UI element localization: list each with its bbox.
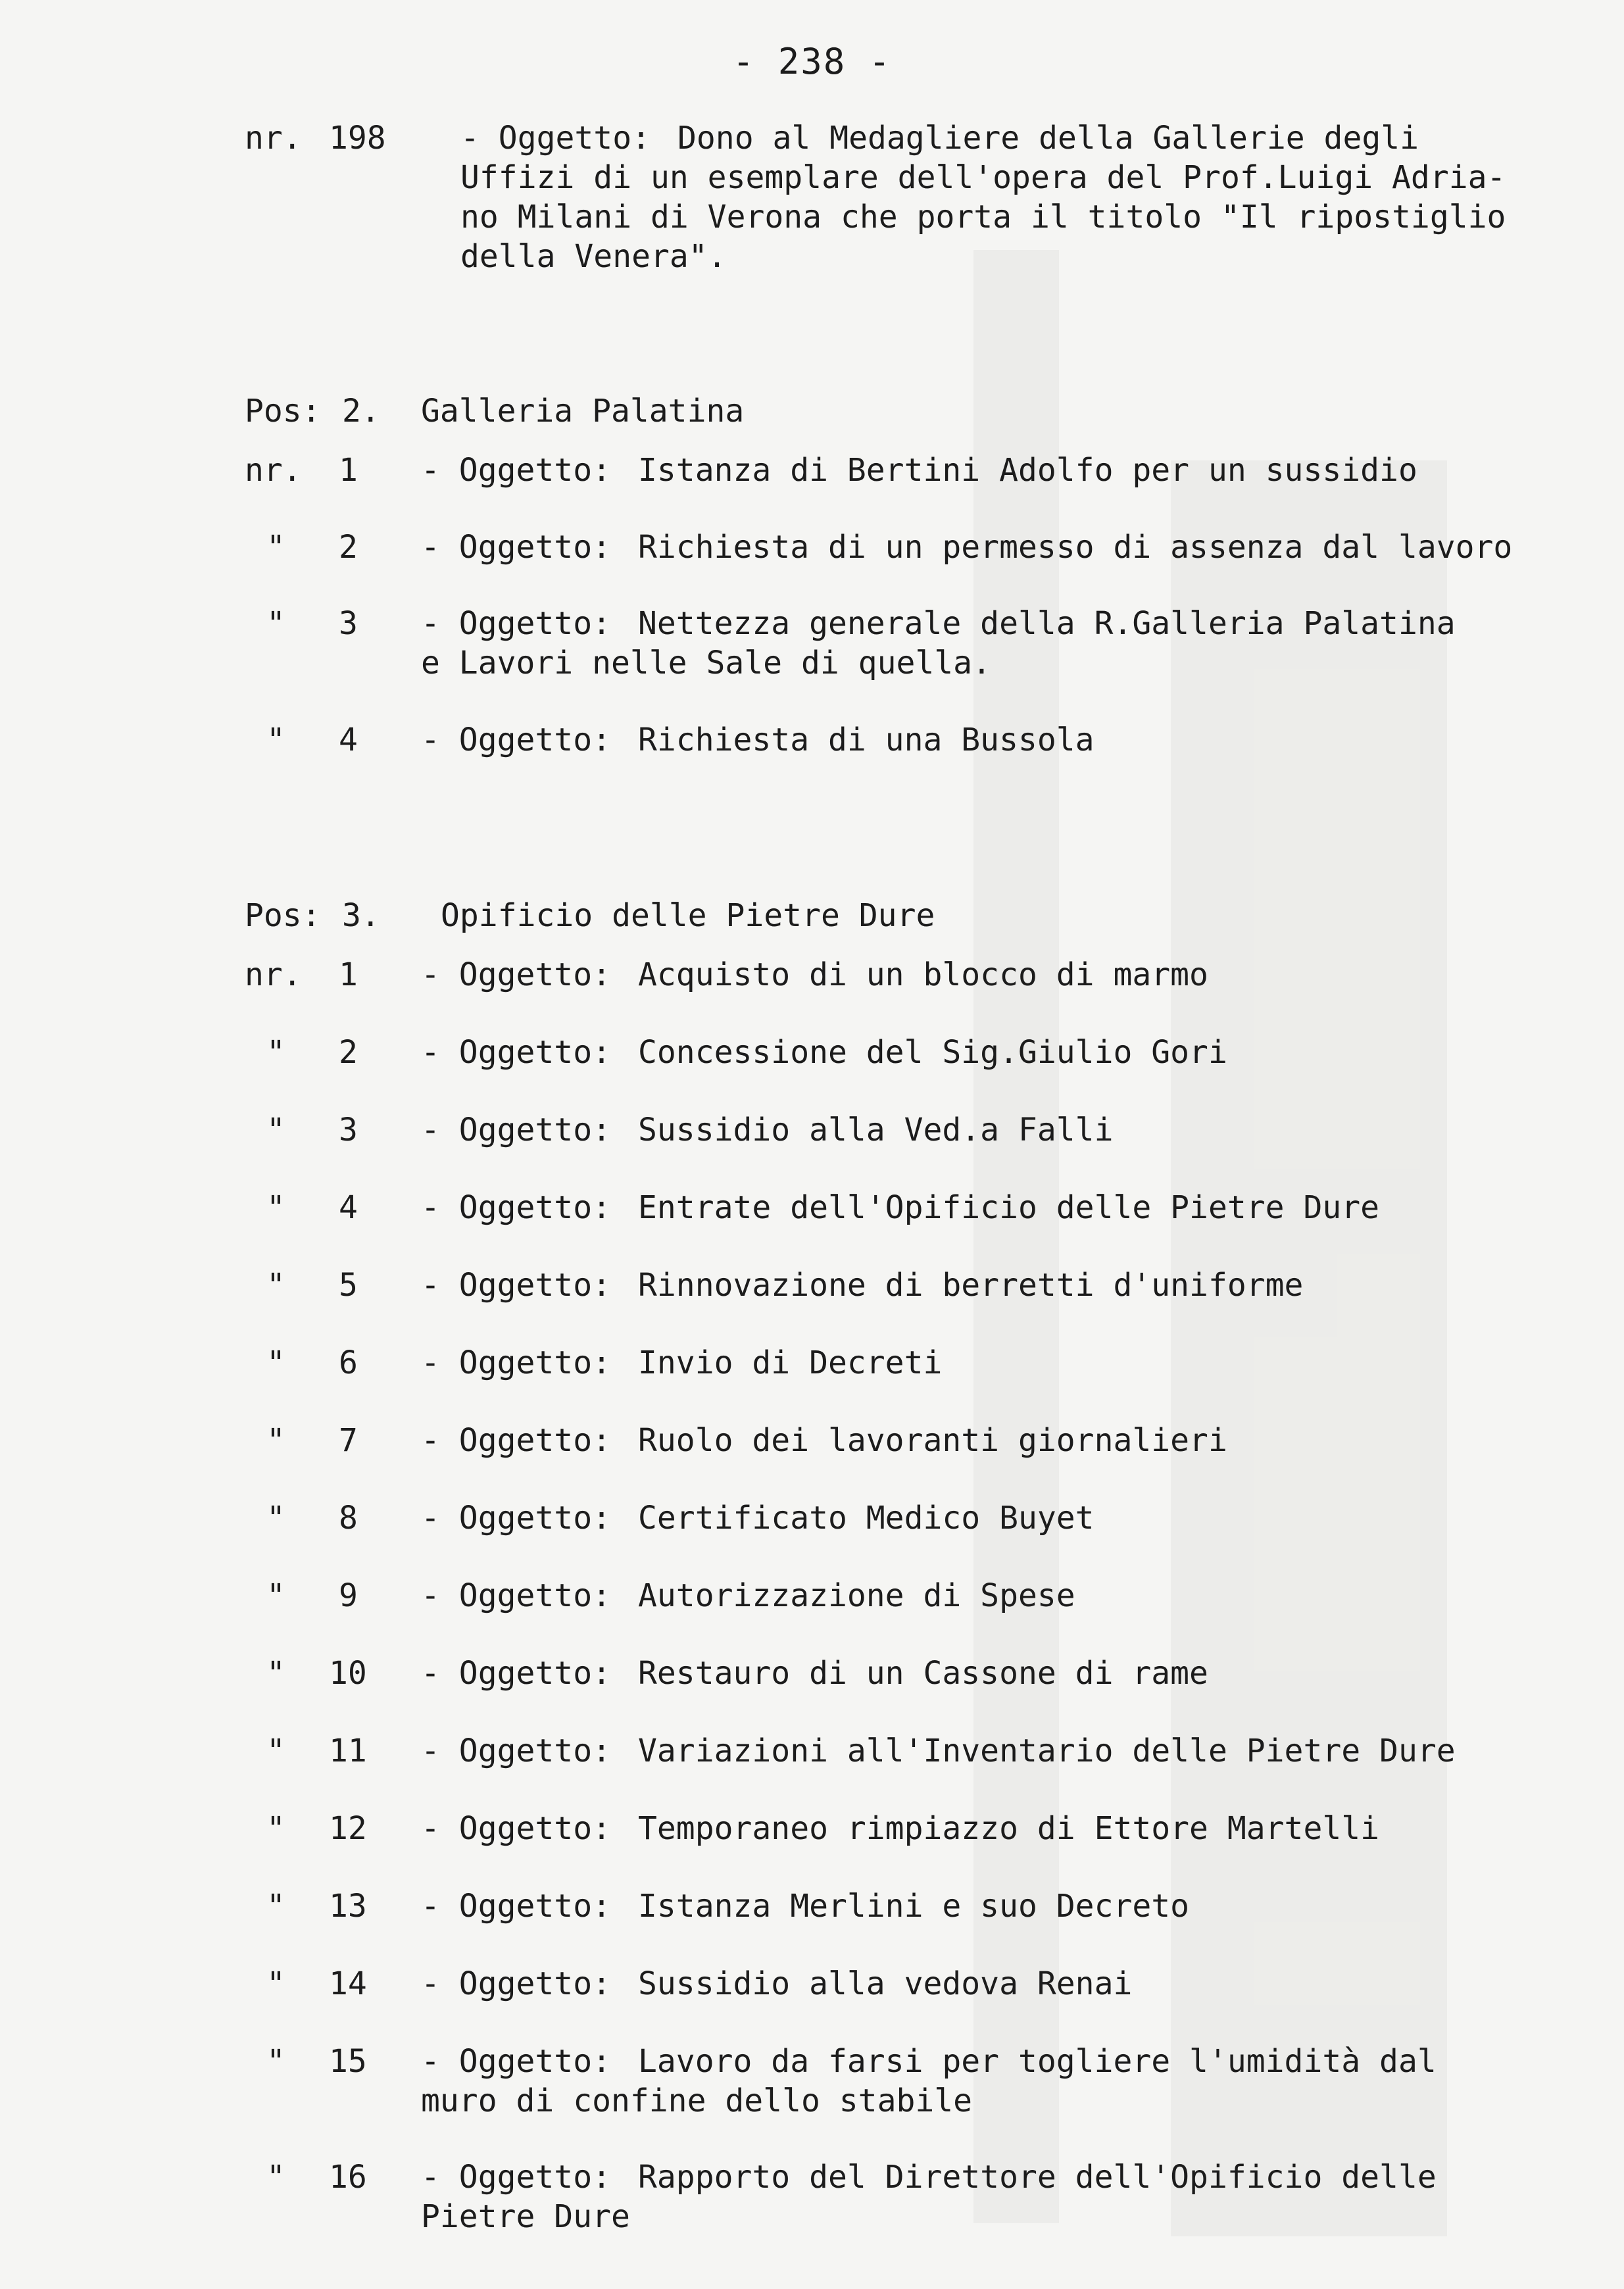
entry-number: 15	[329, 2043, 367, 2080]
entry-prefix: - Oggetto:	[421, 2043, 611, 2080]
entry-number: 4	[339, 722, 358, 758]
entry-prefix: - Oggetto:	[421, 1344, 611, 1381]
entry-text: Richiesta di un permesso di assenza dal lavoro	[638, 529, 1513, 566]
entry-prefix: - Oggetto:	[421, 1965, 611, 2002]
entry-number: 16	[329, 2159, 367, 2196]
entry-prefix: - Oggetto:	[421, 605, 611, 642]
page-number: - 238 -	[732, 41, 892, 82]
entry-marker: "	[266, 1422, 285, 1459]
entry-text: Uffizi di un esemplare dell'opera del Prof.Luigi Adria-	[460, 159, 1506, 196]
entry-number: 198	[329, 120, 386, 157]
entry-text-cont: Pietre Dure	[421, 2198, 630, 2235]
entry-marker: "	[266, 1034, 285, 1071]
entry-number: 5	[339, 1267, 358, 1304]
entry-text: Nettezza generale della R.Galleria Palatina	[638, 605, 1456, 642]
entry-number: 11	[329, 1733, 367, 1769]
entry-marker: "	[266, 1500, 285, 1537]
entry-marker: "	[266, 529, 285, 566]
entry-text: Entrate dell'Opificio delle Pietre Dure	[638, 1189, 1380, 1226]
entry-number: 10	[329, 1655, 367, 1692]
entry-prefix: - Oggetto:	[421, 1189, 611, 1226]
section-label: Pos:	[245, 897, 321, 934]
entry-number: 9	[339, 1577, 358, 1614]
entry-marker: "	[266, 605, 285, 642]
entry-marker: "	[266, 1888, 285, 1925]
entry-text: Rapporto del Direttore dell'Opificio delle	[638, 2159, 1437, 2196]
entry-prefix: - Oggetto:	[421, 1577, 611, 1614]
entry-prefix: - Oggetto:	[460, 120, 651, 157]
entry-marker: nr.	[245, 956, 302, 993]
entry-prefix: - Oggetto:	[421, 529, 611, 566]
entry-marker: "	[266, 2043, 285, 2080]
entry-prefix: - Oggetto:	[421, 1112, 611, 1148]
entry-number: 1	[339, 452, 358, 489]
entry-prefix: - Oggetto:	[421, 722, 611, 758]
section-title: Opificio delle Pietre Dure	[441, 897, 935, 934]
entry-marker: "	[266, 1655, 285, 1692]
entry-text: Richiesta di una Bussola	[638, 722, 1095, 758]
entry-number: 1	[339, 956, 358, 993]
entry-text: Variazioni all'Inventario delle Pietre Dure	[638, 1733, 1456, 1769]
section-number: 2.	[342, 393, 380, 430]
entry-text: Acquisto di un blocco di marmo	[638, 956, 1208, 993]
entry-text: Lavoro da farsi per togliere l'umidità dal	[638, 2043, 1437, 2080]
entry-text: Sussidio alla vedova Renai	[638, 1965, 1133, 2002]
section-title: Galleria Palatina	[421, 393, 745, 430]
entry-number: 6	[339, 1344, 358, 1381]
entry-text: Dono al Medagliere della Gallerie degli	[677, 120, 1419, 157]
entry-number: 7	[339, 1422, 358, 1459]
entry-marker: "	[266, 1810, 285, 1847]
entry-prefix: - Oggetto:	[421, 1422, 611, 1459]
entry-number: 3	[339, 1112, 358, 1148]
entry-text: Rinnovazione di berretti d'uniforme	[638, 1267, 1304, 1304]
entry-marker: "	[266, 1733, 285, 1769]
entry-marker: "	[266, 1267, 285, 1304]
entry-number: 4	[339, 1189, 358, 1226]
section-number: 3.	[342, 897, 380, 934]
entry-prefix: - Oggetto:	[421, 2159, 611, 2196]
entry-prefix: - Oggetto:	[421, 1655, 611, 1692]
entry-number: 8	[339, 1500, 358, 1537]
entry-text-cont: e Lavori nelle Sale di quella.	[421, 645, 991, 681]
entry-prefix: - Oggetto:	[421, 452, 611, 489]
entry-text: Concessione del Sig.Giulio Gori	[638, 1034, 1227, 1071]
entry-text: Invio di Decreti	[638, 1344, 943, 1381]
entry-prefix: - Oggetto:	[421, 1500, 611, 1537]
entry-number: 2	[339, 529, 358, 566]
entry-text: Restauro di un Cassone di rame	[638, 1655, 1208, 1692]
section-label: Pos:	[245, 393, 321, 430]
entry-prefix: - Oggetto:	[421, 1810, 611, 1847]
entry-text: Temporaneo rimpiazzo di Ettore Martelli	[638, 1810, 1380, 1847]
entry-marker: "	[266, 1965, 285, 2002]
scan-smudge	[1171, 460, 1447, 2236]
entry-text: no Milani di Verona che porta il titolo "Il ripostiglio	[460, 199, 1506, 235]
entry-text: Istanza di Bertini Adolfo per un sussidio	[638, 452, 1417, 489]
entry-number: 13	[329, 1888, 367, 1925]
entry-prefix: - Oggetto:	[421, 1034, 611, 1071]
entry-text: Istanza Merlini e suo Decreto	[638, 1888, 1190, 1925]
entry-prefix: - Oggetto:	[421, 1888, 611, 1925]
entry-text: della Venera".	[460, 238, 727, 275]
entry-text: Certificato Medico Buyet	[638, 1500, 1095, 1537]
entry-text: Sussidio alla Ved.a Falli	[638, 1112, 1114, 1148]
entry-marker: "	[266, 2159, 285, 2196]
entry-marker: "	[266, 1112, 285, 1148]
entry-number: 3	[339, 605, 358, 642]
entry-number: 2	[339, 1034, 358, 1071]
entry-prefix: - Oggetto:	[421, 956, 611, 993]
entry-marker: "	[266, 722, 285, 758]
entry-text: Autorizzazione di Spese	[638, 1577, 1075, 1614]
entry-marker: nr.	[245, 452, 302, 489]
entry-prefix: - Oggetto:	[421, 1733, 611, 1769]
entry-text-cont: muro di confine dello stabile	[421, 2082, 973, 2119]
entry-text: Ruolo dei lavoranti giornalieri	[638, 1422, 1227, 1459]
entry-marker: "	[266, 1577, 285, 1614]
entry-marker: nr.	[245, 120, 302, 157]
entry-number: 14	[329, 1965, 367, 2002]
entry-marker: "	[266, 1344, 285, 1381]
entry-number: 12	[329, 1810, 367, 1847]
entry-prefix: - Oggetto:	[421, 1267, 611, 1304]
entry-marker: "	[266, 1189, 285, 1226]
